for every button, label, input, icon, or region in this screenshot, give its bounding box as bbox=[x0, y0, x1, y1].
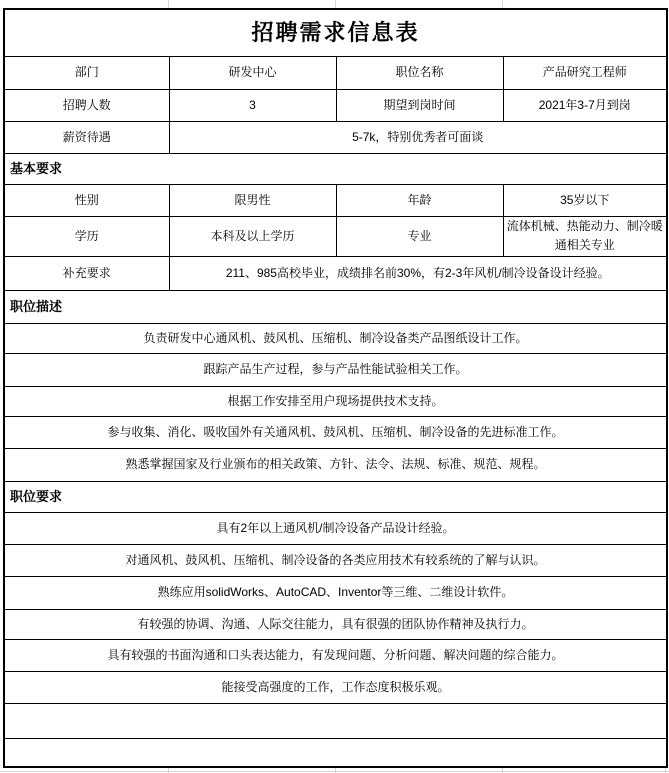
table-row bbox=[4, 256, 667, 290]
table-row bbox=[4, 153, 667, 184]
section-job-requirements: 职位要求 bbox=[4, 481, 667, 512]
position-label-cell: 职位名称 bbox=[336, 56, 503, 89]
gender-label-cell: 性别 bbox=[4, 184, 169, 216]
dept-value-cell: 研发中心 bbox=[169, 56, 336, 89]
description-item: 根据工作安排至用户现场提供技术支持。 bbox=[4, 386, 667, 416]
requirement-item: 能接受高强度的工作，工作态度积极乐观。 bbox=[4, 671, 667, 703]
description-item: 参与收集、消化、吸收国外有关通风机、鼓风机、压缩机、制冷设备的先进标准工作。 bbox=[4, 416, 667, 448]
requirement-item: 熟练应用solidWorks、AutoCAD、Inventor等三维、二维设计软件。 bbox=[4, 576, 667, 609]
form-title: 招聘需求信息表 bbox=[4, 9, 667, 56]
age-value-cell: 35岁以下 bbox=[503, 184, 667, 216]
table-row bbox=[4, 703, 667, 738]
position-value-cell: 产品研究工程师 bbox=[503, 56, 667, 89]
table-row bbox=[4, 353, 667, 386]
requirement-item: 具有2年以上通风机/制冷设备产品设计经验。 bbox=[4, 512, 667, 544]
dept-label-cell: 部门 bbox=[4, 56, 169, 89]
table-row bbox=[4, 671, 667, 703]
extra-label-cell: 补充要求 bbox=[4, 256, 169, 290]
table-row bbox=[4, 89, 667, 121]
table-row bbox=[4, 323, 667, 353]
recruitment-form-table bbox=[3, 8, 668, 768]
extra-value-cell: 211、985高校毕业，成绩排名前30%，有2-3年风机/制冷设备设计经验。 bbox=[169, 256, 667, 290]
table-row bbox=[4, 416, 667, 448]
gender-value-cell: 限男性 bbox=[169, 184, 336, 216]
table-row bbox=[4, 481, 667, 512]
table-row bbox=[4, 609, 667, 639]
table-row bbox=[4, 448, 667, 481]
requirement-item: 有较强的协调、沟通、人际交往能力，具有很强的团队协作精神及执行力。 bbox=[4, 609, 667, 639]
gridline-horizontal bbox=[0, 771, 669, 772]
arrival-value-cell: 2021年3-7月到岗 bbox=[503, 89, 667, 121]
major-value-cell: 流体机械、热能动力、制冷暖通相关专业 bbox=[503, 216, 667, 256]
description-item: 跟踪产品生产过程，参与产品性能试验相关工作。 bbox=[4, 353, 667, 386]
table-row bbox=[4, 386, 667, 416]
description-item: 熟悉掌握国家及行业颁布的相关政策、方针、法令、法规、标准、规范、规程。 bbox=[4, 448, 667, 481]
requirement-item: 具有较强的书面沟通和口头表达能力，有发现问题、分析问题、解决问题的综合能力。 bbox=[4, 639, 667, 671]
salary-label-cell: 薪资待遇 bbox=[4, 121, 169, 153]
education-label-cell: 学历 bbox=[4, 216, 169, 256]
arrival-label-cell: 期望到岗时间 bbox=[336, 89, 503, 121]
table-row bbox=[4, 639, 667, 671]
gridline-tick bbox=[168, 0, 169, 8]
table-row bbox=[4, 544, 667, 576]
table-row bbox=[4, 9, 667, 56]
description-item: 负责研发中心通风机、鼓风机、压缩机、制冷设备类产品图纸设计工作。 bbox=[4, 323, 667, 353]
gridline-tick bbox=[335, 0, 336, 8]
age-label-cell: 年龄 bbox=[336, 184, 503, 216]
table-row bbox=[4, 184, 667, 216]
table-row bbox=[4, 512, 667, 544]
table-row bbox=[4, 576, 667, 609]
table-row bbox=[4, 121, 667, 153]
headcount-label-cell: 招聘人数 bbox=[4, 89, 169, 121]
table-row bbox=[4, 56, 667, 89]
table-row bbox=[4, 216, 667, 256]
requirement-item: 对通风机、鼓风机、压缩机、制冷设备的各类应用技术有较系统的了解与认识。 bbox=[4, 544, 667, 576]
section-job-description: 职位描述 bbox=[4, 290, 667, 323]
headcount-value-cell: 3 bbox=[169, 89, 336, 121]
major-label-cell: 专业 bbox=[336, 216, 503, 256]
gridline-tick bbox=[502, 0, 503, 8]
section-basic-requirements: 基本要求 bbox=[4, 153, 667, 184]
salary-value-cell: 5-7k，特别优秀者可面谈 bbox=[169, 121, 667, 153]
table-row bbox=[4, 290, 667, 323]
table-row bbox=[4, 738, 667, 767]
empty-row-cell bbox=[4, 738, 667, 767]
empty-row-cell bbox=[4, 703, 667, 738]
education-value-cell: 本科及以上学历 bbox=[169, 216, 336, 256]
